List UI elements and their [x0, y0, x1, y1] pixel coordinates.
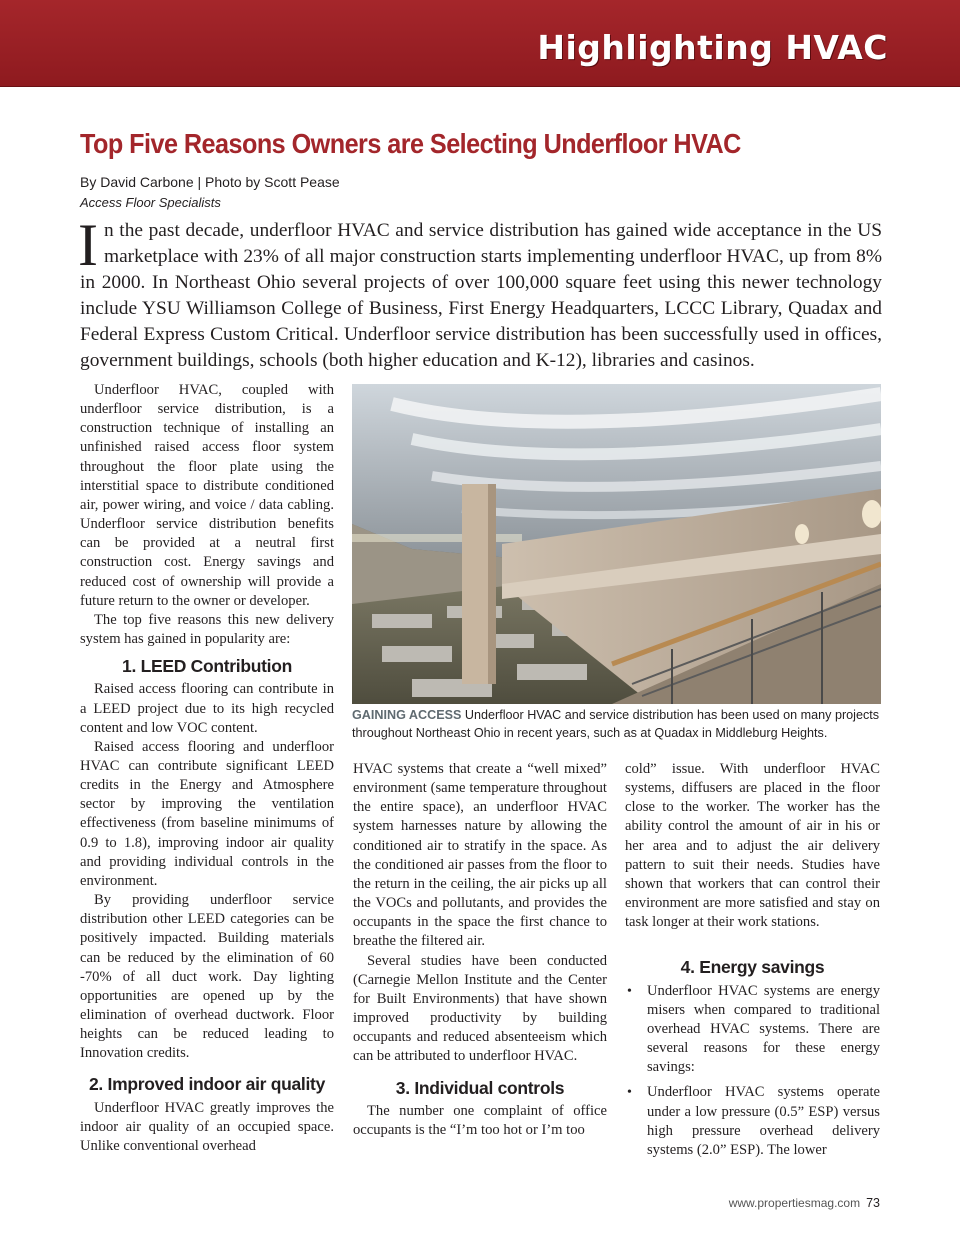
air-quality-paragraph-1: Underfloor HVAC greatly improves the indoor air quality of an occupied space. Unlike conventional overhead	[80, 1099, 334, 1154]
column-1	[80, 381, 334, 1156]
article-headline: Top Five Reasons Owners are Selecting Underfloor HVAC	[80, 128, 741, 159]
section-heading-leed: 1. LEED Contribution	[122, 656, 292, 677]
leed-paragraph-3: By providing underfloor service distribution other LEED categories can be positively impacted. Building materials can be reduced by the elimination of 60 -70% of all duct work. Day lighting opportunities are opened up by the elimination of overhead ductwork. Floor heights can be reduced leading to Innovation credits.	[80, 892, 334, 1062]
list-item-text: Underfloor HVAC systems operate under a low pressure (0.5” ESP) versus high pressure overhead delivery systems (2.0” ESP). The lower	[647, 1084, 880, 1158]
office-interior-photo	[352, 384, 881, 704]
page-footer	[729, 1196, 880, 1210]
column-3	[625, 760, 880, 1166]
intro-paragraph-1: Underfloor HVAC, coupled with underfloor service distribution, is a construction technique of installing an unfinished raised access floor system throughout the floor plate using the interstitial space to distribute conditioned air, power wiring, and voice / data cabling. Underfloor service distribution benefits can be provided at a neutral first construction cost. Energy savings and reduced cost of ownership will provide a future return to the owner or developer.	[80, 382, 334, 609]
bullet-icon: •	[627, 1085, 632, 1101]
article-byline: By David Carbone | Photo by Scott Pease	[80, 174, 340, 190]
footer-url: www.propertiesmag.com	[728, 1196, 861, 1210]
bullet-icon: •	[627, 983, 632, 999]
photo-caption	[352, 707, 884, 742]
intro-paragraph-2: The top five reasons this new delivery system has gained in popularity are:	[80, 611, 334, 648]
lead-text: n the past decade, underfloor HVAC and service distribution has gained wide acceptance in the US marketplace with 23% of all major construction starts implementing underfloor HVAC, up from 8% in 2000. In Northeast Ohio several projects of over 100,000 square feet using this newer technology include YSU Williamson College of Business, First Energy Headquarters, LCCC Library, Quadax and Federal Express Custom Critical. Underfloor service distribution has been successfully used in offices, government buildings, schools (both higher education and K-12), libraries and casinos.	[80, 220, 882, 371]
section-title: Highlighting HVAC	[537, 28, 888, 67]
controls-paragraph-1-cont: cold” issue. With underfloor HVAC systems, diffusers are placed in the floor close to the worker. The worker has the ability control the amount of air in his or her area and to adjust the air delivery pattern to suit their needs. Studies have shown that workers that can control their environment are more satisfied and stay on task longer at their work stations.	[625, 761, 880, 931]
list-item	[625, 1083, 880, 1160]
article-photo	[352, 384, 881, 704]
section-banner	[0, 0, 960, 87]
list-item-text: Underfloor HVAC systems are energy misers when compared to traditional overhead HVAC systems. There are several reasons for these energy savings:	[647, 982, 880, 1076]
air-quality-paragraph-2: Several studies have been conducted (Carnegie Mellon Institute and the Center for Built Environments) that have shown improved productivity by building occupants and reduced absenteeism which can be attributed to underfloor HVAC.	[353, 952, 607, 1065]
section-heading-energy-savings: 4. Energy savings	[680, 957, 825, 978]
section-heading-individual-controls: 3. Individual controls	[395, 1077, 565, 1098]
drop-cap: I	[78, 212, 98, 278]
page-number: 73	[866, 1196, 880, 1210]
caption-label: GAINING ACCESS	[352, 708, 462, 722]
list-item	[625, 982, 880, 1078]
lead-paragraph	[78, 212, 882, 374]
air-quality-paragraph-1-cont: HVAC systems that create a “well mixed” environment (same temperature throughout the entire space), an underfloor HVAC system harnesses nature by allowing the conditioned air to stratify in the space. As the conditioned air passes from the floor to the return in the ceiling, the air picks up all the VOCs and pollutants, and provides the occupants in the space the first chance to breathe the filtered air.	[353, 761, 607, 950]
author-affiliation: Access Floor Specialists	[80, 195, 221, 210]
energy-savings-list	[625, 982, 880, 1160]
column-2	[353, 760, 607, 1140]
section-heading-air-quality: 2. Improved indoor air quality	[88, 1074, 326, 1095]
controls-paragraph-1: The number one complaint of office occupants is the “I’m too hot or I’m too	[353, 1102, 607, 1138]
leed-paragraph-1: Raised access flooring can contribute in a LEED project due to its high recycled content and low VOC content.	[80, 681, 334, 736]
caption-text: Underfloor HVAC and service distribution has been used on many projects throughout Northeast Ohio in recent years, such as at Quadax in Middleburg Heights.	[352, 708, 880, 740]
leed-paragraph-2: Raised access flooring and underfloor HVAC can contribute significant LEED credits in the Energy and Atmosphere sector by improving the ventilation effectiveness (from baseline minimums of 0.9 to 1.8), improving indoor air quality and providing individual controls in the environment.	[80, 738, 334, 889]
